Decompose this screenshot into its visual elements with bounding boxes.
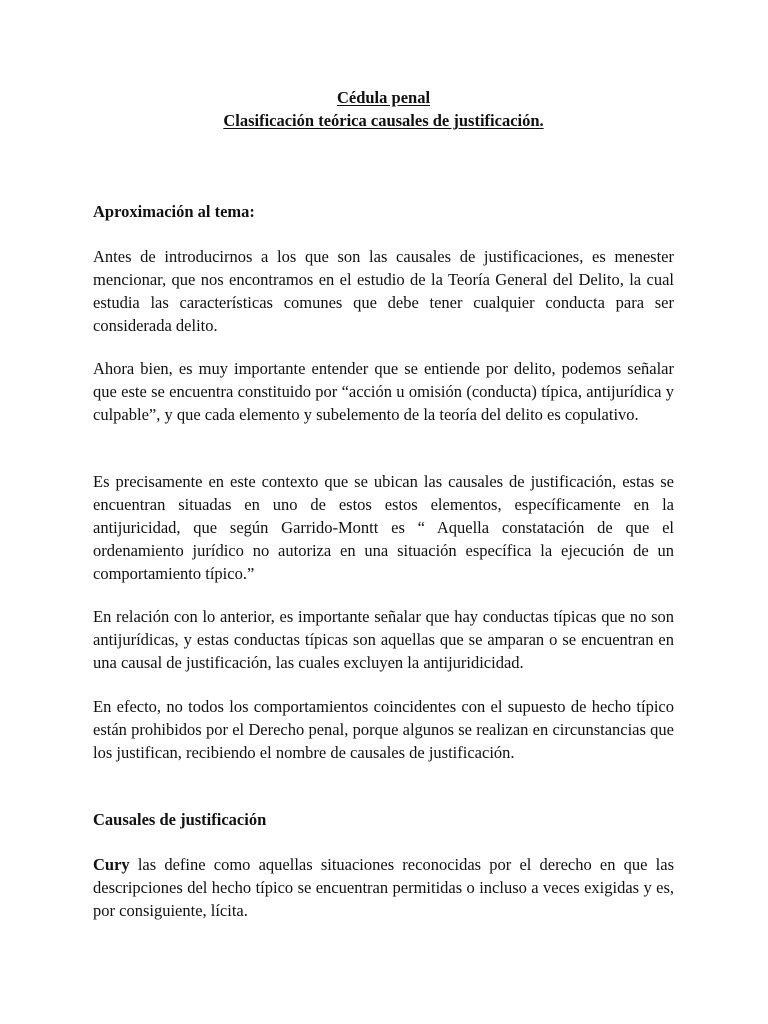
- document-subtitle: Clasificación teórica causales de justificación.: [223, 111, 544, 130]
- section-heading-causales: Causales de justificación: [93, 810, 267, 829]
- title-block: [93, 86, 674, 132]
- paragraph-5: En efecto, no todos los comportamientos coincidentes con el supuesto de hecho típico están prohibidos por el Derecho penal, porque algunos se realizan en circunstancias que los justifican, recibiendo el nombre de causales de justificación.: [93, 697, 674, 762]
- paragraph-2: Ahora bien, es muy importante entender que se entiende por delito, podemos señalar que este se encuentra constituido por “acción u omisión (conducta) típica, antijurídica y culpable”, y que cada elemento y subelemento de la teoría del delito es copulativo.: [93, 359, 674, 424]
- cury-paragraph-text: las define como aquellas situaciones reconocidas por el derecho en que las descripciones del hecho típico se encuentran permitidas o incluso a veces exigidas y es, por consiguiente, lícita.: [93, 855, 674, 920]
- paragraph-4: En relación con lo anterior, es importante señalar que hay conductas típicas que no son antijurídicas, y estas conductas típicas son aquellas que se amparan o se encuentran en una causal de justificación, las cuales excluyen la antijuridicidad.: [93, 607, 674, 672]
- section-heading-aproximacion: Aproximación al tema:: [93, 202, 255, 221]
- paragraph-1: Antes de introducirnos a los que son las causales de justificaciones, es menester mencionar, que nos encontramos en el estudio de la Teoría General del Delito, la cual estudia las características comunes que debe tener cualquier conducta para ser considerada delito.: [93, 247, 674, 335]
- document-title: Cédula penal: [336, 88, 431, 107]
- cury-lead-word: Cury: [93, 855, 130, 874]
- paragraph-3: Es precisamente en este contexto que se ubican las causales de justificación, estas se encuentran situadas en uno de estos estos elementos, específicamente en la antijuricidad, que según Garrido-Montt es “ Aquella constatación de que el ordenamiento jurídico no autoriza en una situación específica la ejecución de un comportamiento típico.”: [93, 472, 674, 583]
- paragraph-cury: [93, 853, 674, 922]
